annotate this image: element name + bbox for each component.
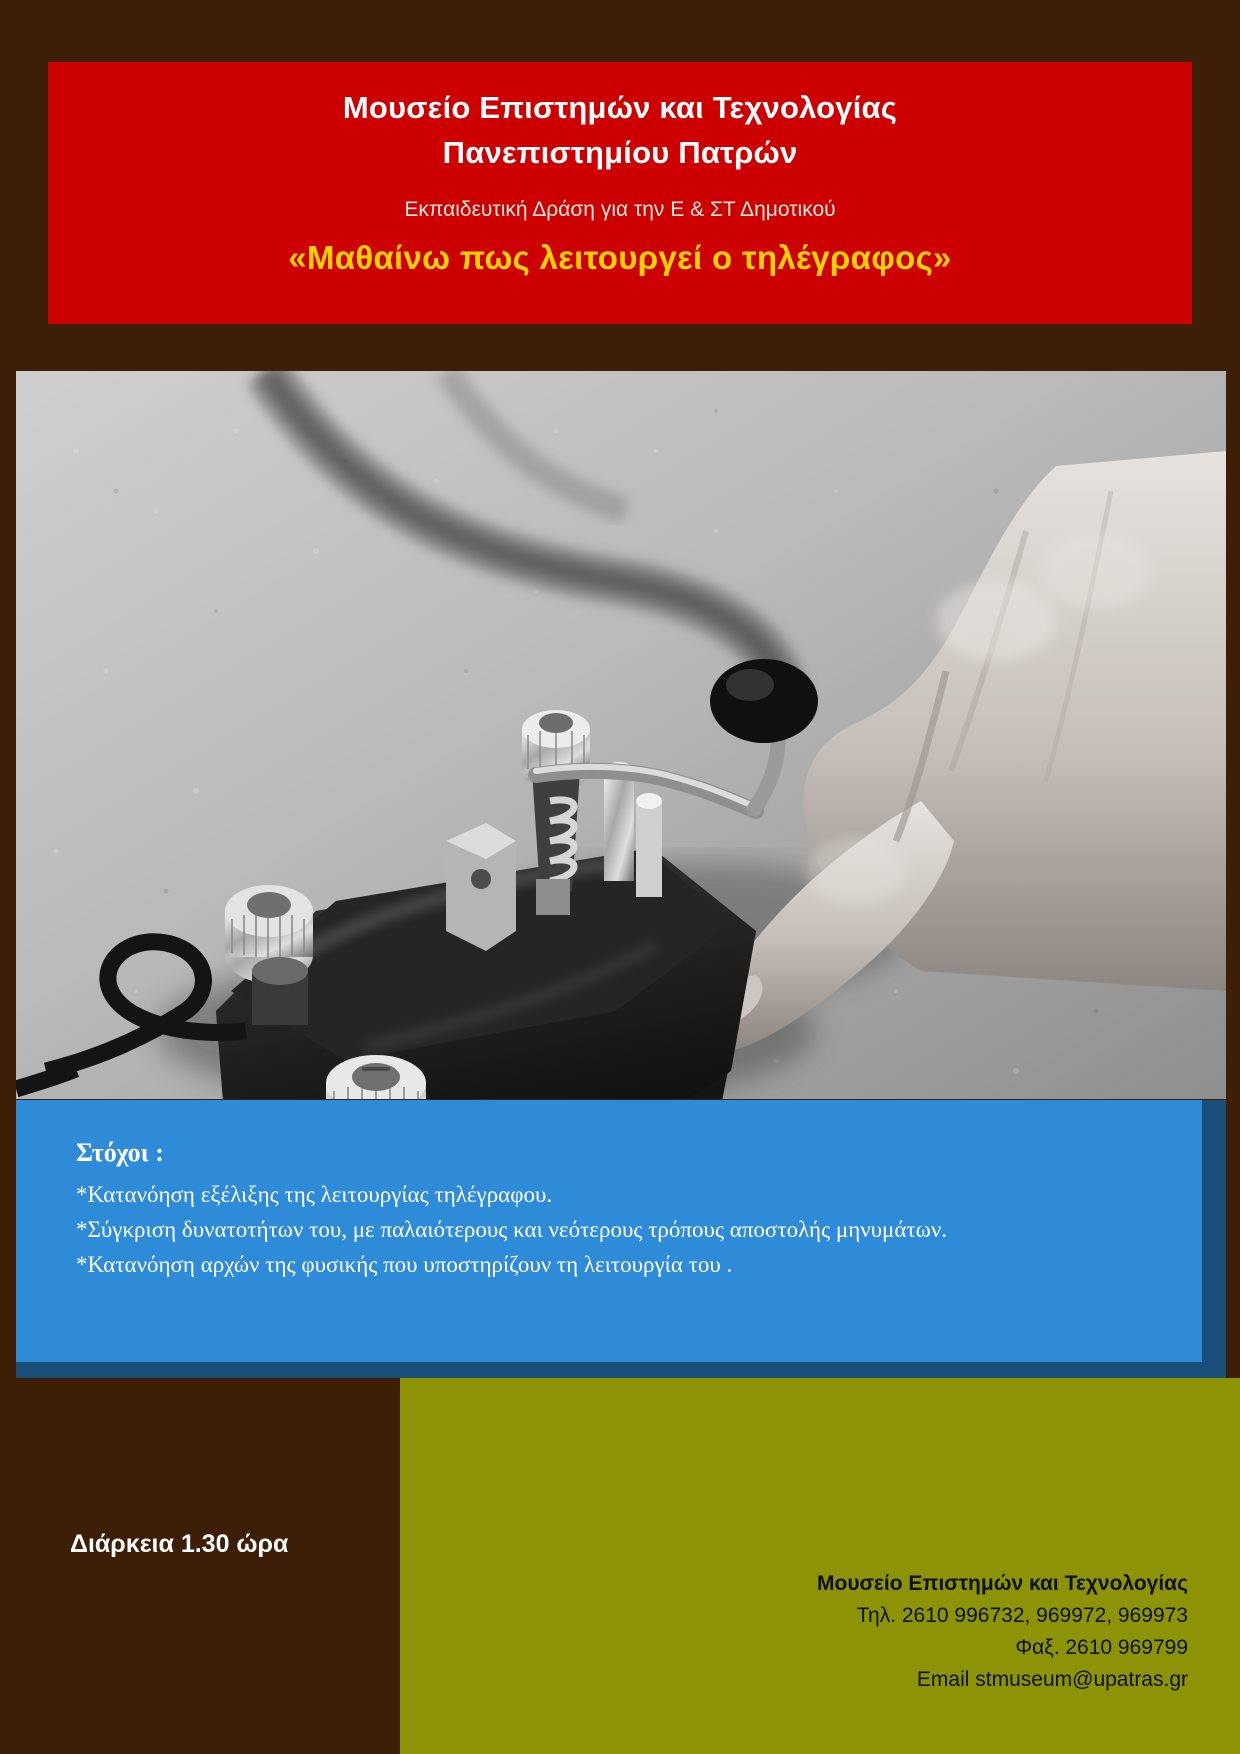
objectives-title: Στόχοι : <box>76 1138 164 1167</box>
header-subtitle: Εκπαιδευτική Δράση για την Ε & ΣΤ Δημοτικού <box>404 197 836 221</box>
objective-item-1: *Κατανόηση εξέλιξης της λειτουργίας τηλέγραφου. <box>76 1182 553 1207</box>
objectives-panel <box>16 1100 1202 1362</box>
activity-title: «Μαθαίνω πως λειτουργεί ο τηλέγραφος» <box>288 239 952 277</box>
contact-block <box>488 1568 1188 1696</box>
contact-fax: Φαξ. 2610 969799 <box>1015 1635 1188 1659</box>
duration-text: Διάρκεια 1.30 ώρα <box>70 1530 289 1558</box>
objective-item-2: *Σύγκριση δυνατοτήτων του, με παλαιότερους και νεότερους τρόπους αποστολής μηνυμάτων. <box>76 1216 947 1242</box>
contact-email[interactable]: Email stmuseum@upatras.gr <box>916 1667 1188 1691</box>
museum-name-line-1: Μουσείο Επιστημών και Τεχνολογίας <box>342 90 898 125</box>
footer-right-band <box>400 1378 1240 1754</box>
footer-left-band <box>0 1378 400 1754</box>
telegraph-key-photo <box>16 371 1226 1099</box>
objective-item-3: *Κατανόηση αρχών της φυσικής που υποστηρίζουν τη λειτουργία του . <box>76 1251 733 1277</box>
contact-museum-name: Μουσείο Επιστημών και Τεχνολογίας <box>817 1572 1188 1595</box>
contact-phone: Τηλ. 2610 996732, 969972, 969973 <box>856 1603 1188 1627</box>
museum-name-line-2: Πανεπιστημίου Πατρών <box>442 134 798 170</box>
header-banner <box>48 62 1192 324</box>
